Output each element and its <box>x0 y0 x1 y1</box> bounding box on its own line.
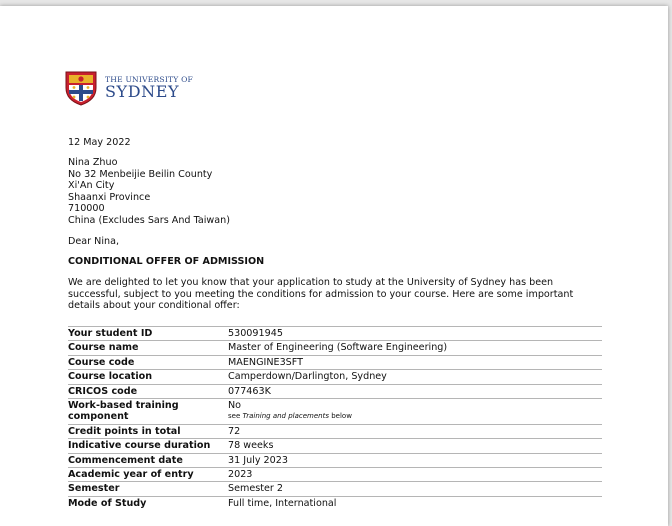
recipient-address <box>68 157 230 227</box>
address-line: Xi'An City <box>68 180 115 192</box>
address-line: Shaanxi Province <box>68 191 151 203</box>
row-value-text: No <box>228 400 242 412</box>
table-row <box>68 399 602 425</box>
intro-paragraph: We are delighted to let you know that your application to study at the University of Sydney has been successful, subject to you meeting the conditions for admission to your course. Here are some important details about your conditional offer: <box>68 277 574 312</box>
address-line: 710000 <box>68 203 105 215</box>
row-value: 78 weeks <box>228 440 274 452</box>
row-label: Academic year of entry <box>68 469 194 481</box>
row-label: Course name <box>68 342 139 354</box>
row-value: Semester 2 <box>228 483 284 495</box>
row-value: 72 <box>228 425 241 437</box>
table-row <box>68 424 602 438</box>
table-row <box>68 370 602 384</box>
note-suffix: below <box>329 412 352 421</box>
row-label: Course code <box>68 356 135 368</box>
logo-line-1: THE UNIVERSITY OF <box>105 74 194 84</box>
greeting: Dear Nina, <box>68 236 120 247</box>
note-prefix: see <box>228 412 243 421</box>
university-logo <box>63 70 193 106</box>
table-row <box>68 439 602 453</box>
address-line: No 32 Menbeijie Beilin County <box>68 168 213 180</box>
address-line: China (Excludes Sars And Taiwan) <box>68 214 230 226</box>
row-label: Semester <box>68 483 120 495</box>
crest-icon <box>63 70 99 106</box>
row-note <box>228 411 602 421</box>
row-label: Credit points in total <box>68 425 181 437</box>
row-value: 530091945 <box>228 328 283 339</box>
table-row <box>68 453 602 467</box>
row-label: Commencement date <box>68 454 183 466</box>
offer-heading: CONDITIONAL OFFER OF ADMISSION <box>68 256 265 267</box>
row-value: Master of Engineering (Software Engineering) <box>228 342 448 354</box>
row-label: Your student ID <box>68 328 153 339</box>
letter-page <box>0 6 668 526</box>
table-row <box>68 327 602 341</box>
row-value: 2023 <box>228 469 253 481</box>
table-row <box>68 384 602 398</box>
row-value: 077463K <box>228 385 271 397</box>
row-value: Camperdown/Darlington, Sydney <box>228 371 387 383</box>
offer-details-table <box>68 326 602 510</box>
table-row <box>68 341 602 355</box>
row-label: Work-based training component <box>68 400 179 423</box>
letter-date: 12 May 2022 <box>68 137 131 148</box>
table-row <box>68 496 602 510</box>
table-row <box>68 482 602 496</box>
note-link-text: Training and placements <box>242 412 330 421</box>
row-label: Indicative course duration <box>68 440 211 452</box>
row-value <box>228 399 602 425</box>
row-label: CRICOS code <box>68 385 138 397</box>
address-line: Nina Zhuo <box>68 157 118 168</box>
table-row <box>68 468 602 482</box>
row-label: Course location <box>68 371 153 383</box>
table-row <box>68 355 602 369</box>
row-value: 31 July 2023 <box>228 454 288 466</box>
row-value: Full time, International <box>228 497 337 509</box>
logo-line-2: SYDNEY <box>105 82 180 102</box>
row-label: Mode of Study <box>68 497 147 509</box>
row-value: MAENGINE3SFT <box>228 356 303 368</box>
